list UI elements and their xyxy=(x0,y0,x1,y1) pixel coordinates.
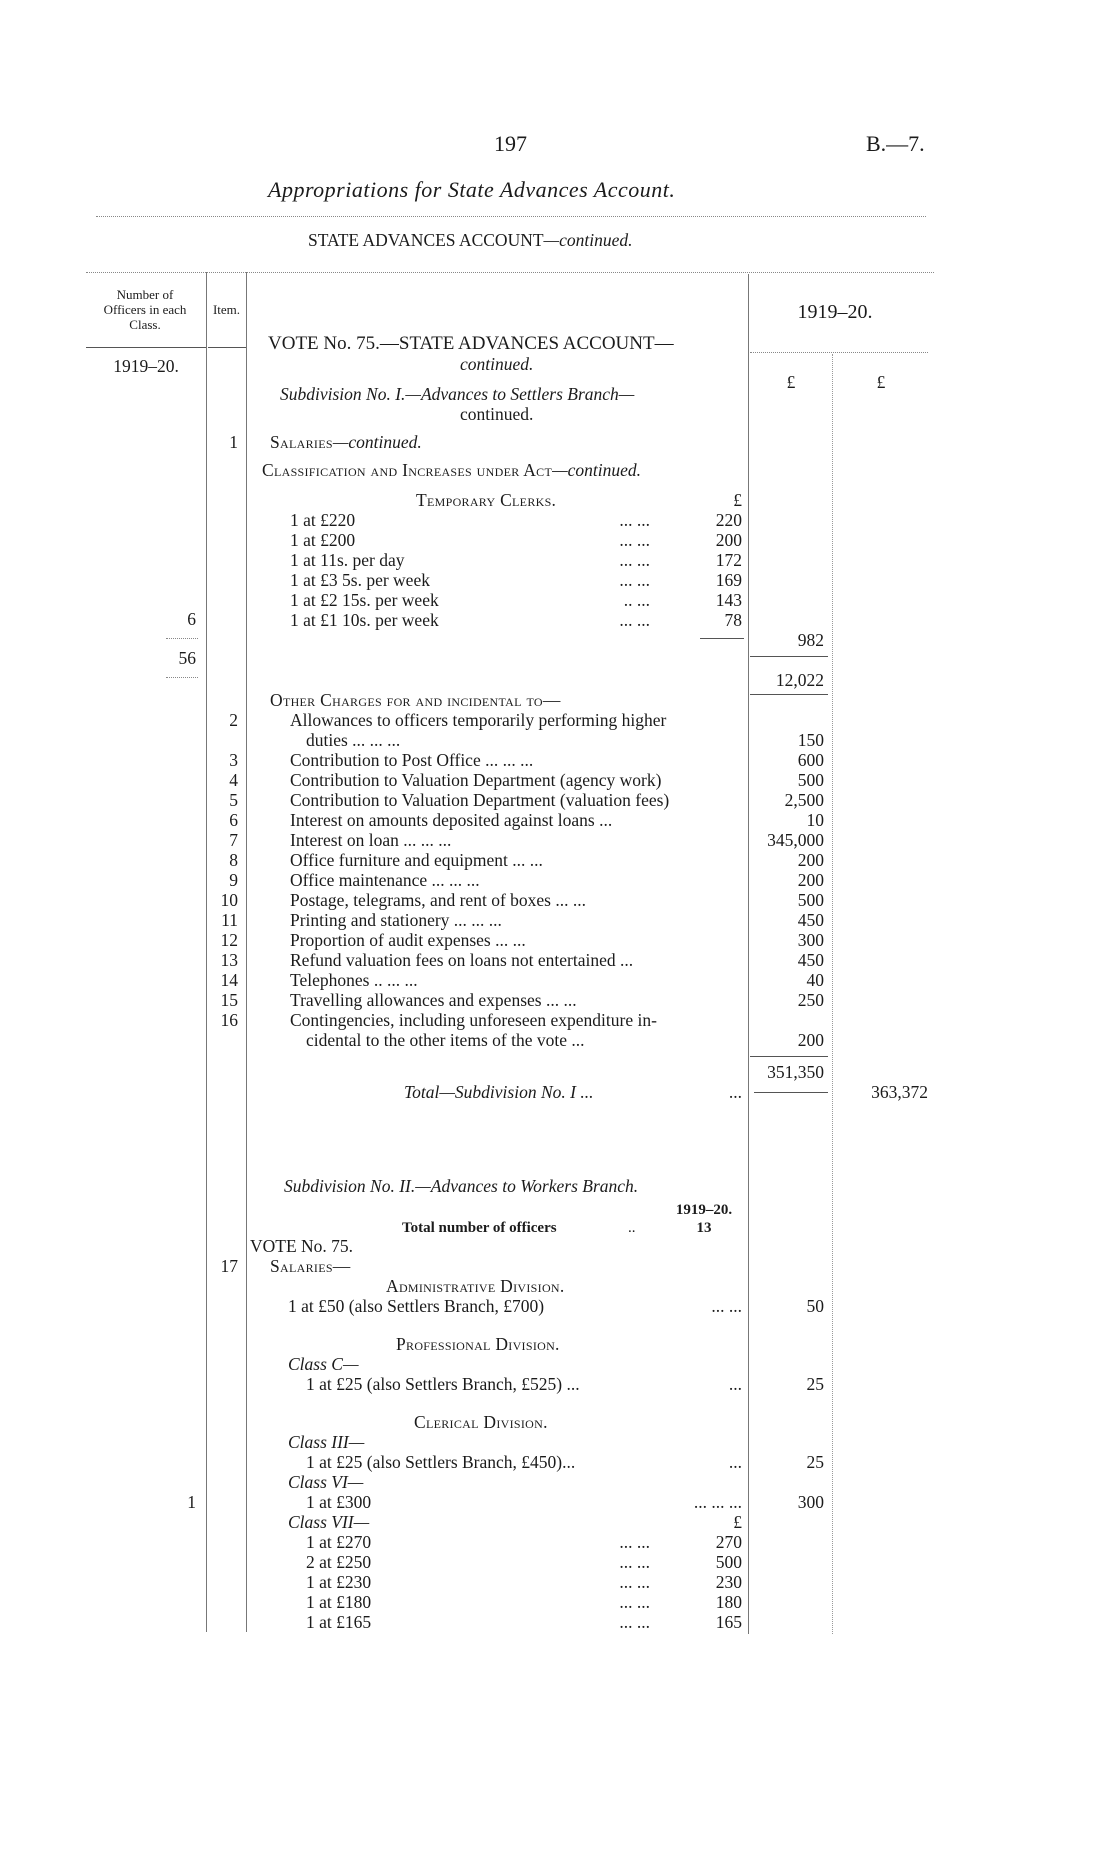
charge-description: Interest on amounts deposited against loans ... xyxy=(290,810,613,830)
pound-sign-column-1: £ xyxy=(786,372,796,392)
amount-subcolumn-divider xyxy=(832,354,833,1634)
class-3-line: 1 at £25 (also Settlers Branch, £450)... xyxy=(306,1452,576,1472)
charge-amount: 500 xyxy=(797,890,824,910)
classification-heading xyxy=(262,460,641,480)
temporary-clerk-description: 1 at £200 xyxy=(290,530,356,550)
administrative-amount: 50 xyxy=(806,1296,824,1316)
temporary-clerks-subtotal-rule xyxy=(700,638,744,639)
subdivision-1-total-dots: ... xyxy=(728,1082,742,1102)
charge-description: Contingencies, including unforeseen expenditure in- xyxy=(290,1010,657,1030)
section-heading-main: STATE ADVANCES ACCOUNT xyxy=(308,230,544,250)
class-6-amount: 300 xyxy=(797,1492,824,1512)
charge-description: Contribution to Valuation Department (valuation fees) xyxy=(290,790,670,810)
charge-amount: 300 xyxy=(797,930,824,950)
temporary-clerk-dots: ... ... xyxy=(619,530,650,550)
class-6-label: Class VI— xyxy=(288,1472,364,1492)
temporary-clerk-description: 1 at £2 15s. per week xyxy=(290,590,439,610)
charge-description: cidental to the other items of the vote ... xyxy=(306,1030,585,1050)
subdivision-1-total-label: Total—Subdivision No. I ... xyxy=(404,1082,594,1102)
officers-column-divider xyxy=(206,272,207,1632)
charge-description: Travelling allowances and expenses ... ... xyxy=(290,990,577,1010)
officers-year: 1919–20. xyxy=(113,356,179,376)
class-7-pound: £ xyxy=(733,1512,742,1532)
class-7-amount: 500 xyxy=(715,1552,742,1572)
other-charges-subtotal-rule xyxy=(750,1056,828,1057)
charge-amount: 200 xyxy=(797,1030,824,1050)
class-7-dots: ... ... xyxy=(619,1532,650,1552)
item-number: 6 xyxy=(229,810,238,830)
item-number: 13 xyxy=(220,950,238,970)
officers-header-line: Officers in each xyxy=(103,302,187,317)
officers-header-line: Class. xyxy=(129,317,161,332)
charge-description: Interest on loan ... ... ... xyxy=(290,830,452,850)
class-7-description: 1 at £180 xyxy=(306,1592,372,1612)
item-number: 3 xyxy=(229,750,238,770)
class-7-label: Class VII— xyxy=(288,1512,370,1532)
officers-header-line: Number of xyxy=(116,287,174,302)
vote-label: VOTE No. 75. xyxy=(250,1236,354,1256)
total-officers-count: 13 xyxy=(696,1220,712,1236)
administrative-dots: ... ... xyxy=(711,1296,742,1316)
administrative-division-heading: Administrative Division. xyxy=(386,1276,565,1296)
charge-amount: 200 xyxy=(797,850,824,870)
temporary-clerk-dots: ... ... xyxy=(619,570,650,590)
table-top-rule xyxy=(86,272,934,273)
charge-amount: 200 xyxy=(797,870,824,890)
officers-subtotal-rule xyxy=(166,638,198,639)
temporary-clerk-dots: ... ... xyxy=(619,550,650,570)
charge-description: Refund valuation fees on loans not entertained ... xyxy=(290,950,634,970)
temporary-clerk-description: 1 at £1 10s. per week xyxy=(290,610,439,630)
subdivision-1-total: 363,372 xyxy=(871,1082,928,1102)
professional-dots: ... xyxy=(728,1374,742,1394)
class-6-officers: 1 xyxy=(187,1492,196,1512)
salaries-subtotal-rule xyxy=(750,656,828,657)
item-number: 16 xyxy=(220,1010,238,1030)
temporary-clerk-amount: 200 xyxy=(715,530,742,550)
amount-year: 1919–20. xyxy=(797,301,873,323)
temporary-clerk-amount: 172 xyxy=(715,550,742,570)
other-charges-heading: Other Charges for and incidental to— xyxy=(270,690,561,710)
item-header-rule xyxy=(208,347,246,348)
vote-title: VOTE No. 75.—STATE ADVANCES ACCOUNT— xyxy=(268,333,674,354)
class-6-line: 1 at £300 xyxy=(306,1492,372,1512)
item-number: 1 xyxy=(229,432,238,452)
temporary-clerks-officers: 6 xyxy=(187,609,196,629)
class-3-dots: ... xyxy=(728,1452,742,1472)
amount-header-rule xyxy=(750,352,928,353)
salaries-total: 12,022 xyxy=(775,670,824,690)
class-7-dots: ... ... xyxy=(619,1592,650,1612)
classification-label: Classification and Increases under Act xyxy=(262,460,553,480)
class-3-label: Class III— xyxy=(288,1432,365,1452)
class-7-description: 1 at £165 xyxy=(306,1612,372,1632)
item-number: 7 xyxy=(229,830,238,850)
charge-amount: 2,500 xyxy=(784,790,824,810)
class-7-amount: 165 xyxy=(715,1612,742,1632)
officers-column-header xyxy=(86,287,204,332)
temporary-clerks-pound: £ xyxy=(733,490,742,510)
class-7-dots: ... ... xyxy=(619,1612,650,1632)
other-charges-total: 351,350 xyxy=(767,1062,824,1082)
section-heading-continued: —continued. xyxy=(543,230,633,250)
temporary-clerk-dots: ... ... xyxy=(619,510,650,530)
item-number: 5 xyxy=(229,790,238,810)
charge-amount: 500 xyxy=(797,770,824,790)
total-officers-dots: .. xyxy=(628,1220,636,1236)
charge-description: Postage, telegrams, and rent of boxes ... ... xyxy=(290,890,586,910)
professional-class: Class C— xyxy=(288,1354,359,1374)
charge-description: Proportion of audit expenses ... ... xyxy=(290,930,526,950)
pound-sign-column-2: £ xyxy=(876,372,886,392)
clerical-division-heading: Clerical Division. xyxy=(414,1412,548,1432)
charge-description: Contribution to Post Office ... ... ... xyxy=(290,750,534,770)
item-number: 17 xyxy=(220,1256,238,1276)
professional-amount: 25 xyxy=(806,1374,824,1394)
charge-amount: 450 xyxy=(797,910,824,930)
subdivision-1-continued: continued. xyxy=(460,404,534,424)
class-7-amount: 180 xyxy=(715,1592,742,1612)
item-number: 10 xyxy=(220,890,238,910)
page-number: 197 xyxy=(494,131,527,156)
item-number: 4 xyxy=(229,770,238,790)
item-column-header: Item. xyxy=(212,302,241,317)
title-rule xyxy=(96,216,926,217)
charge-description: duties ... ... ... xyxy=(306,730,401,750)
salaries-heading xyxy=(270,432,422,452)
charge-description: Office maintenance ... ... ... xyxy=(290,870,480,890)
class-6-dots: ... ... ... xyxy=(693,1492,742,1512)
section-heading xyxy=(308,230,633,250)
professional-division-heading: Professional Division. xyxy=(396,1334,560,1354)
item-column-divider xyxy=(246,272,247,1632)
charge-amount: 250 xyxy=(797,990,824,1010)
subdivision-1-total-rule xyxy=(754,1092,828,1093)
temporary-clerk-amount: 169 xyxy=(715,570,742,590)
class-7-dots: ... ... xyxy=(619,1552,650,1572)
class-3-amount: 25 xyxy=(806,1452,824,1472)
item-number: 8 xyxy=(229,850,238,870)
temporary-clerk-amount: 220 xyxy=(715,510,742,530)
officers-header-rule xyxy=(86,347,206,348)
subdivision-2-year: 1919–20. xyxy=(675,1202,733,1218)
item-number: 2 xyxy=(229,710,238,730)
salaries-label: Salaries xyxy=(270,432,333,452)
temporary-clerk-dots: ... ... xyxy=(619,610,650,630)
item-number: 11 xyxy=(221,910,238,930)
temporary-clerks-heading: Temporary Clerks. xyxy=(416,490,557,510)
class-7-amount: 270 xyxy=(715,1532,742,1552)
item-number: 9 xyxy=(229,870,238,890)
temporary-clerk-amount: 143 xyxy=(715,590,742,610)
charge-description: Printing and stationery ... ... ... xyxy=(290,910,502,930)
charge-amount: 40 xyxy=(806,970,824,990)
temporary-clerk-dots: .. ... xyxy=(623,590,650,610)
administrative-line: 1 at £50 (also Settlers Branch, £700) xyxy=(288,1296,545,1316)
subdivision-2-heading: Subdivision No. II.—Advances to Workers Branch. xyxy=(284,1176,639,1196)
charge-amount: 10 xyxy=(806,810,824,830)
item-number: 12 xyxy=(220,930,238,950)
charge-description: Allowances to officers temporarily performing higher xyxy=(290,710,667,730)
charge-amount: 150 xyxy=(797,730,824,750)
subdivision-2-salaries-label: Salaries— xyxy=(270,1256,351,1276)
class-7-description: 2 at £250 xyxy=(306,1552,372,1572)
class-7-dots: ... ... xyxy=(619,1572,650,1592)
charge-description: Office furniture and equipment ... ... xyxy=(290,850,543,870)
charge-amount: 345,000 xyxy=(767,830,824,850)
item-number: 15 xyxy=(220,990,238,1010)
item-number: 14 xyxy=(220,970,238,990)
class-7-amount: 230 xyxy=(715,1572,742,1592)
total-officers-label: Total number of officers xyxy=(402,1220,557,1236)
charge-description: Telephones .. ... ... xyxy=(290,970,418,990)
temporary-clerks-total: 982 xyxy=(797,630,824,650)
subdivision-1-heading: Subdivision No. I.—Advances to Settlers Branch— xyxy=(280,384,635,404)
salaries-total-rule xyxy=(750,694,828,695)
class-7-description: 1 at £270 xyxy=(306,1532,372,1552)
charge-description: Contribution to Valuation Department (agency work) xyxy=(290,770,662,790)
class-7-description: 1 at £230 xyxy=(306,1572,372,1592)
temporary-clerk-amount: 78 xyxy=(724,610,742,630)
officers-total-rule xyxy=(166,677,198,678)
temporary-clerk-description: 1 at £3 5s. per week xyxy=(290,570,430,590)
amount-column-divider xyxy=(748,274,749,1634)
charge-amount: 450 xyxy=(797,950,824,970)
document-reference: B.—7. xyxy=(866,131,925,156)
charge-amount: 600 xyxy=(797,750,824,770)
vote-title-continued: continued. xyxy=(460,354,534,374)
temporary-clerk-description: 1 at 11s. per day xyxy=(290,550,405,570)
professional-line: 1 at £25 (also Settlers Branch, £525) ... xyxy=(306,1374,580,1394)
officers-total: 56 xyxy=(178,648,196,668)
temporary-clerk-description: 1 at £220 xyxy=(290,510,356,530)
classification-continued: —continued. xyxy=(552,460,642,480)
salaries-continued: —continued. xyxy=(332,432,422,452)
page-title: Appropriations for State Advances Account. xyxy=(268,177,676,202)
